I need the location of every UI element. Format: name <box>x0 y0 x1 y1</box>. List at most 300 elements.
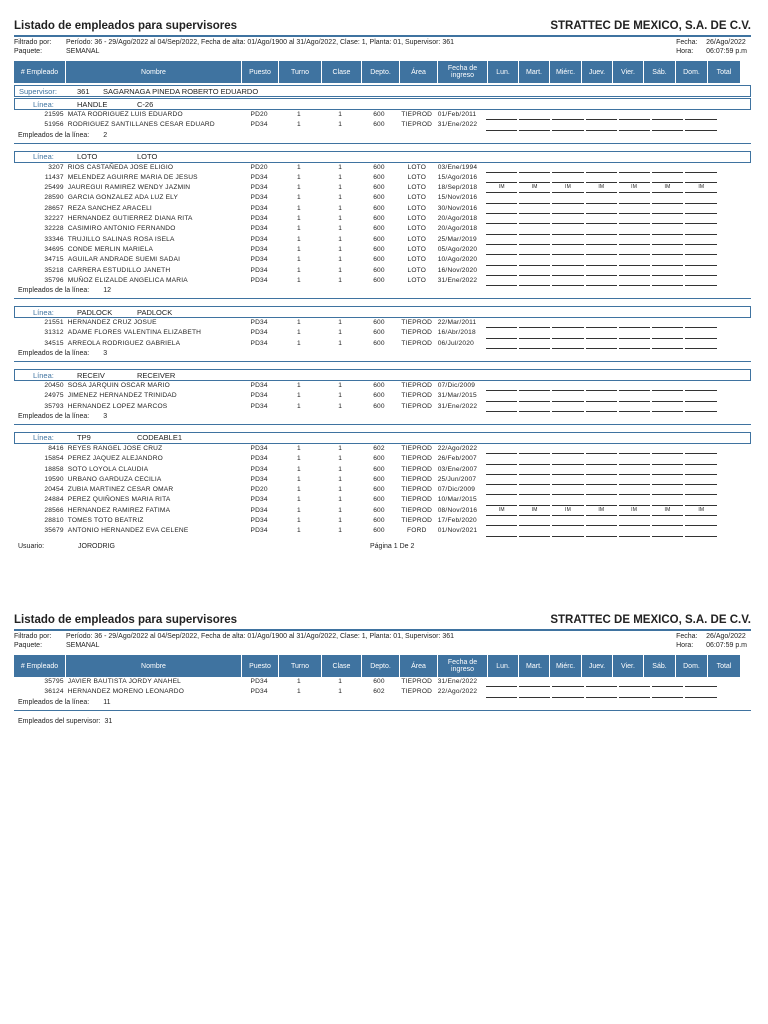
cell-shift: 1 <box>296 444 301 452</box>
cell-employee-number: 35795 <box>44 678 64 685</box>
cell-name: MATA RODRIGUEZ LUIS EDUARDO <box>67 111 183 118</box>
cell-hire-date: 31/Ene/2022 <box>437 402 478 410</box>
cell-shift: 1 <box>296 256 301 264</box>
cell-name: CONDE MERLIN MARIELA <box>67 245 154 253</box>
group-gap <box>14 144 751 150</box>
day-cell <box>519 173 550 183</box>
day-cell <box>718 235 751 245</box>
day-cell <box>619 328 650 338</box>
day-cell <box>652 318 684 328</box>
day-cell <box>486 381 517 391</box>
package-label: Paquete: <box>14 48 43 55</box>
cell-class: 1 <box>338 444 343 452</box>
day-cell <box>685 318 717 328</box>
day-cell <box>586 677 617 687</box>
cell-hire-date: 06/Jul/2020 <box>437 339 474 347</box>
cell-shift: 1 <box>296 329 301 337</box>
day-cell <box>652 245 684 255</box>
cell-hire-date: 07/Dic/2009 <box>437 486 476 494</box>
day-cell <box>586 224 617 234</box>
day-cell <box>552 495 584 505</box>
line-row <box>14 151 751 163</box>
cell-position: PD34 <box>250 184 268 192</box>
cell-position: PD20 <box>250 163 268 171</box>
cell-department: 600 <box>373 329 385 337</box>
cell-area: FORD <box>407 527 427 535</box>
day-cell <box>486 235 517 245</box>
day-cell <box>619 120 650 130</box>
cell-department: 600 <box>373 194 385 202</box>
cell-name: JIMENEZ HERNANDEZ TRINIDAD <box>67 392 177 400</box>
day-cell <box>552 485 584 495</box>
cell-name: JAUREGUI RAMIREZ WENDY JAZMIN <box>67 184 191 192</box>
day-cell <box>652 235 684 245</box>
cell-class: 1 <box>338 225 343 233</box>
cell-hire-date: 31/Ene/2022 <box>437 121 478 129</box>
cell-employee-number: 36124 <box>44 688 64 696</box>
cell-department: 602 <box>373 688 385 696</box>
day-cell: IM <box>552 183 584 193</box>
cell-position: PD34 <box>250 204 268 212</box>
line-count-label: Empleados de la línea: <box>18 131 90 139</box>
cell-employee-number: 33346 <box>44 235 64 243</box>
day-cell <box>586 516 617 526</box>
cell-area: TIEPROD <box>401 402 433 410</box>
cell-name: HERNANDEZ CRUZ JOSUE <box>67 319 157 327</box>
cell-shift: 1 <box>296 173 301 181</box>
day-cell <box>619 454 650 464</box>
cell-hire-date: 10/Mar/2015 <box>437 496 477 504</box>
cell-department: 600 <box>373 402 385 410</box>
table-row <box>14 245 751 255</box>
day-cell <box>619 526 650 536</box>
cell-area: LOTO <box>407 204 427 212</box>
date-row <box>676 632 747 641</box>
day-cell <box>586 444 617 454</box>
table-row <box>14 381 751 391</box>
day-cell <box>718 224 751 234</box>
cell-employee-number: 25499 <box>44 184 64 192</box>
cell-position: PD34 <box>250 173 268 181</box>
cell-area: LOTO <box>407 194 427 202</box>
day-cell <box>718 204 751 214</box>
table-row <box>14 204 751 214</box>
cell-employee-number: 28566 <box>44 506 64 514</box>
cell-shift: 1 <box>296 194 301 202</box>
cell-hire-date: 31/Ene/2022 <box>437 276 478 284</box>
cell-shift: 1 <box>296 517 301 525</box>
supervisor-number: 361 <box>77 86 90 96</box>
cell-position: PD34 <box>250 506 268 514</box>
cell-name: PEREZ JAQUEZ ALEJANDRO <box>67 455 163 463</box>
day-cell <box>519 255 550 265</box>
day-cell <box>519 485 550 495</box>
line-label: Línea: <box>33 370 54 380</box>
line-code: LOTO <box>77 152 98 162</box>
day-cell <box>718 485 751 495</box>
day-cell <box>652 687 684 697</box>
table-row <box>14 506 751 516</box>
column-header-cell: Juev. <box>582 655 613 677</box>
day-cell <box>652 328 684 338</box>
column-header-cell: Mart. <box>519 655 550 677</box>
table-row <box>14 687 751 697</box>
time-row <box>676 47 747 56</box>
cell-class: 1 <box>338 392 343 400</box>
line-label: Línea: <box>33 433 54 443</box>
day-cell <box>685 391 717 401</box>
day-cell <box>652 495 684 505</box>
day-cell <box>519 224 550 234</box>
cell-position: PD34 <box>250 496 268 504</box>
line-count-label: Empleados de la línea: <box>18 287 90 295</box>
day-cell <box>552 328 584 338</box>
column-header-cell: Lun. <box>488 655 519 677</box>
cell-department: 600 <box>373 184 385 192</box>
cell-position: PD34 <box>250 276 268 284</box>
day-cell <box>685 173 717 183</box>
day-cell <box>519 391 550 401</box>
table-row <box>14 318 751 328</box>
cell-class: 1 <box>338 173 343 181</box>
day-cell <box>486 193 517 203</box>
cell-name: RODRIGUEZ SANTILLANES CESAR EDUARD <box>67 121 215 129</box>
line-count <box>14 131 751 144</box>
table-row <box>14 235 751 245</box>
line-count-value: 11 <box>103 698 111 706</box>
cell-class: 1 <box>338 215 343 223</box>
cell-shift: 1 <box>296 121 301 129</box>
title-row <box>14 20 751 34</box>
day-cell: IM <box>486 183 517 193</box>
day-cell <box>586 454 617 464</box>
cell-class: 1 <box>338 121 343 129</box>
cell-hire-date: 01/Nov/2021 <box>437 527 478 535</box>
day-cell <box>718 193 751 203</box>
cell-area: LOTO <box>407 225 427 233</box>
package-label: Paquete: <box>14 642 43 649</box>
cell-shift: 1 <box>296 215 301 223</box>
day-cell: IM <box>552 506 584 516</box>
cell-name: CARRERA ESTUDILLO JANETH <box>67 266 171 274</box>
table-row <box>14 173 751 183</box>
column-header-cell: Dom. <box>676 655 708 677</box>
cell-department: 600 <box>373 111 385 118</box>
column-header-cell: Sáb. <box>644 61 676 83</box>
day-cell <box>652 214 684 224</box>
cell-hire-date: 20/Ago/2018 <box>437 215 478 223</box>
day-cell <box>519 402 550 412</box>
day-cell <box>552 454 584 464</box>
report-meta <box>14 37 751 59</box>
day-cell <box>519 235 550 245</box>
day-cell <box>586 193 617 203</box>
line-description: CODEABLE1 <box>137 433 183 443</box>
time-row <box>676 641 747 650</box>
cell-employee-number: 34715 <box>44 256 64 264</box>
day-cell <box>552 687 584 697</box>
day-cell <box>718 516 751 526</box>
day-cell <box>685 339 717 349</box>
day-cell <box>552 214 584 224</box>
day-cell <box>718 214 751 224</box>
cell-class: 1 <box>338 194 343 202</box>
column-header-cell: Nombre <box>66 61 242 83</box>
column-header-cell: # Empleado <box>14 655 66 677</box>
cell-hire-date: 08/Nov/2016 <box>437 506 478 514</box>
day-cell <box>619 465 650 475</box>
line-count-value: 3 <box>103 350 108 358</box>
cell-hire-date: 16/Abr/2018 <box>437 329 476 337</box>
line-description: PADLOCK <box>137 307 173 317</box>
cell-class: 1 <box>338 475 343 483</box>
cell-class: 1 <box>338 402 343 410</box>
day-cell <box>718 276 751 286</box>
day-cell <box>652 677 684 687</box>
day-cell <box>652 120 684 130</box>
day-cell <box>718 475 751 485</box>
cell-class: 1 <box>338 455 343 463</box>
date-label: Fecha: <box>676 633 698 640</box>
cell-department: 600 <box>373 506 385 514</box>
cell-shift: 1 <box>296 266 301 274</box>
group-gap <box>14 362 751 368</box>
day-cell <box>685 526 717 536</box>
column-header-cell: Clase <box>322 655 362 677</box>
table-row <box>14 193 751 203</box>
cell-employee-number: 24884 <box>44 496 64 504</box>
day-cell <box>486 266 517 276</box>
cell-department: 600 <box>373 496 385 504</box>
cell-employee-number: 18858 <box>44 465 64 473</box>
day-cell <box>486 454 517 464</box>
day-cell <box>718 183 751 193</box>
cell-shift: 1 <box>296 402 301 410</box>
column-header-cell: Juev. <box>582 61 613 83</box>
column-header-cell: Puesto <box>242 61 279 83</box>
line-code: TP9 <box>77 433 91 443</box>
day-cell <box>552 465 584 475</box>
day-cell <box>552 110 584 120</box>
column-header-cell: Turno <box>279 655 322 677</box>
column-header-cell: Fecha de ingreso <box>438 655 488 677</box>
cell-shift: 1 <box>296 276 301 284</box>
day-cell <box>718 110 751 120</box>
cell-class: 1 <box>338 319 343 327</box>
cell-employee-number: 21551 <box>44 319 64 327</box>
day-cell <box>586 255 617 265</box>
day-cell <box>586 381 617 391</box>
day-cell <box>652 255 684 265</box>
day-cell <box>685 110 717 120</box>
day-cell <box>486 214 517 224</box>
day-cell <box>685 687 717 697</box>
column-header-cell: Total <box>708 61 741 83</box>
day-cell <box>652 173 684 183</box>
day-cell <box>652 381 684 391</box>
cell-shift: 1 <box>296 319 301 327</box>
day-cell <box>619 687 650 697</box>
day-cell <box>486 526 517 536</box>
cell-employee-number: 34515 <box>44 339 64 347</box>
package-line <box>14 641 99 650</box>
cell-name: REZA SANCHEZ ARACELI <box>67 204 152 212</box>
cell-name: ARREOLA RODRIGUEZ GABRIELA <box>67 339 181 347</box>
cell-name: RIOS CASTAÑEDA JOSE ELIGIO <box>67 163 174 171</box>
day-cell <box>519 495 550 505</box>
cell-position: PD34 <box>250 319 268 327</box>
cell-department: 600 <box>373 204 385 212</box>
cell-class: 1 <box>338 465 343 473</box>
cell-department: 600 <box>373 527 385 535</box>
line-count-label: Empleados de la línea: <box>18 698 90 706</box>
table-row <box>14 391 751 401</box>
cell-area: TIEPROD <box>401 678 433 685</box>
table-row <box>14 328 751 338</box>
day-cell <box>652 193 684 203</box>
table-row <box>14 339 751 349</box>
supervisor-count-label: Empleados del supervisor: <box>18 717 101 725</box>
day-cell <box>619 255 650 265</box>
time-value: 06:07:59 p.m <box>706 642 747 649</box>
cell-position: PD34 <box>250 392 268 400</box>
day-cell <box>552 381 584 391</box>
day-cell <box>718 495 751 505</box>
day-cell <box>685 454 717 464</box>
cell-hire-date: 15/Nov/2016 <box>437 194 478 202</box>
group-gap <box>14 299 751 305</box>
date-label: Fecha: <box>676 39 698 46</box>
day-cell <box>486 677 517 687</box>
day-cell <box>552 318 584 328</box>
day-cell <box>519 526 550 536</box>
cell-position: PD20 <box>250 486 268 494</box>
cell-hire-date: 25/Mar/2019 <box>437 235 477 243</box>
cell-position: PD34 <box>250 225 268 233</box>
table-row <box>14 276 751 286</box>
day-cell <box>552 224 584 234</box>
day-cell <box>619 193 650 203</box>
day-cell <box>652 266 684 276</box>
cell-hire-date: 31/Mar/2015 <box>437 392 477 400</box>
cell-position: PD34 <box>250 465 268 473</box>
column-header-cell: Depto. <box>362 61 400 83</box>
day-cell <box>486 328 517 338</box>
day-cell <box>519 214 550 224</box>
company-name: STRATTEC DE MEXICO, S.A. DE C.V. <box>550 20 751 32</box>
day-cell <box>718 173 751 183</box>
column-header-cell: Sáb. <box>644 655 676 677</box>
cell-class: 1 <box>338 163 343 171</box>
cell-name: GARCIA GONZALEZ ADA LUZ ELY <box>67 194 179 202</box>
cell-hire-date: 03/Ene/2007 <box>437 465 478 473</box>
supervisor-label: Supervisor: <box>19 86 57 96</box>
day-cell <box>486 245 517 255</box>
table-row <box>14 214 751 224</box>
day-cell: IM <box>652 506 684 516</box>
cell-employee-number: 35793 <box>44 402 64 410</box>
cell-name: REYES RANGEL JOSE CRUZ <box>67 444 163 452</box>
line-label: Línea: <box>33 99 54 109</box>
cell-employee-number: 34695 <box>44 245 64 253</box>
day-cell <box>552 339 584 349</box>
line-label: Línea: <box>33 307 54 317</box>
cell-employee-number: 51956 <box>44 121 64 129</box>
day-cell <box>519 163 550 173</box>
cell-department: 600 <box>373 163 385 171</box>
day-cell <box>519 687 550 697</box>
day-cell <box>652 516 684 526</box>
day-cell: IM <box>486 506 517 516</box>
day-cell <box>619 495 650 505</box>
cell-area: LOTO <box>407 184 427 192</box>
report-meta <box>14 631 751 653</box>
line-code: HANDLE <box>77 99 108 109</box>
cell-name: HERNANDEZ MORENO LEONARDO <box>67 688 185 696</box>
cell-department: 600 <box>373 392 385 400</box>
day-cell <box>652 526 684 536</box>
day-cell <box>685 214 717 224</box>
day-cell <box>718 318 751 328</box>
day-cell <box>486 475 517 485</box>
day-cell <box>586 475 617 485</box>
cell-shift: 1 <box>296 475 301 483</box>
day-cell <box>685 402 717 412</box>
cell-position: PD34 <box>250 402 268 410</box>
day-cell <box>652 276 684 286</box>
package-value: SEMANAL <box>66 48 100 55</box>
day-cell <box>486 402 517 412</box>
date-row <box>676 38 747 47</box>
cell-name: HERNANDEZ RAMIREZ FATIMA <box>67 506 171 514</box>
day-cell <box>619 339 650 349</box>
cell-shift: 1 <box>296 245 301 253</box>
cell-area: TIEPROD <box>401 392 433 400</box>
column-header <box>14 655 751 677</box>
cell-name: TRUJILLO SALINAS ROSA ISELA <box>67 235 175 243</box>
day-cell <box>652 444 684 454</box>
filter-line <box>14 632 454 641</box>
cell-shift: 1 <box>296 688 301 696</box>
cell-class: 1 <box>338 184 343 192</box>
cell-employee-number: 28657 <box>44 204 64 212</box>
day-cell <box>586 465 617 475</box>
day-cell <box>685 485 717 495</box>
table-row <box>14 110 751 120</box>
cell-employee-number: 20454 <box>44 486 64 494</box>
day-cell <box>586 163 617 173</box>
day-cell <box>486 173 517 183</box>
cell-class: 1 <box>338 517 343 525</box>
day-cell <box>586 339 617 349</box>
table-row <box>14 402 751 412</box>
cell-class: 1 <box>338 527 343 535</box>
line-count <box>14 349 751 362</box>
report-title: Listado de empleados para supervisores <box>14 20 238 32</box>
day-cell <box>486 687 517 697</box>
cell-employee-number: 20450 <box>44 382 64 390</box>
column-header-cell: Total <box>708 655 741 677</box>
cell-area: TIEPROD <box>401 506 433 514</box>
day-cell <box>718 163 751 173</box>
day-cell <box>519 475 550 485</box>
cell-department: 600 <box>373 215 385 223</box>
day-cell <box>552 402 584 412</box>
day-cell <box>519 204 550 214</box>
cell-employee-number: 11437 <box>44 173 64 181</box>
cell-class: 1 <box>338 329 343 337</box>
cell-area: TIEPROD <box>401 517 433 525</box>
